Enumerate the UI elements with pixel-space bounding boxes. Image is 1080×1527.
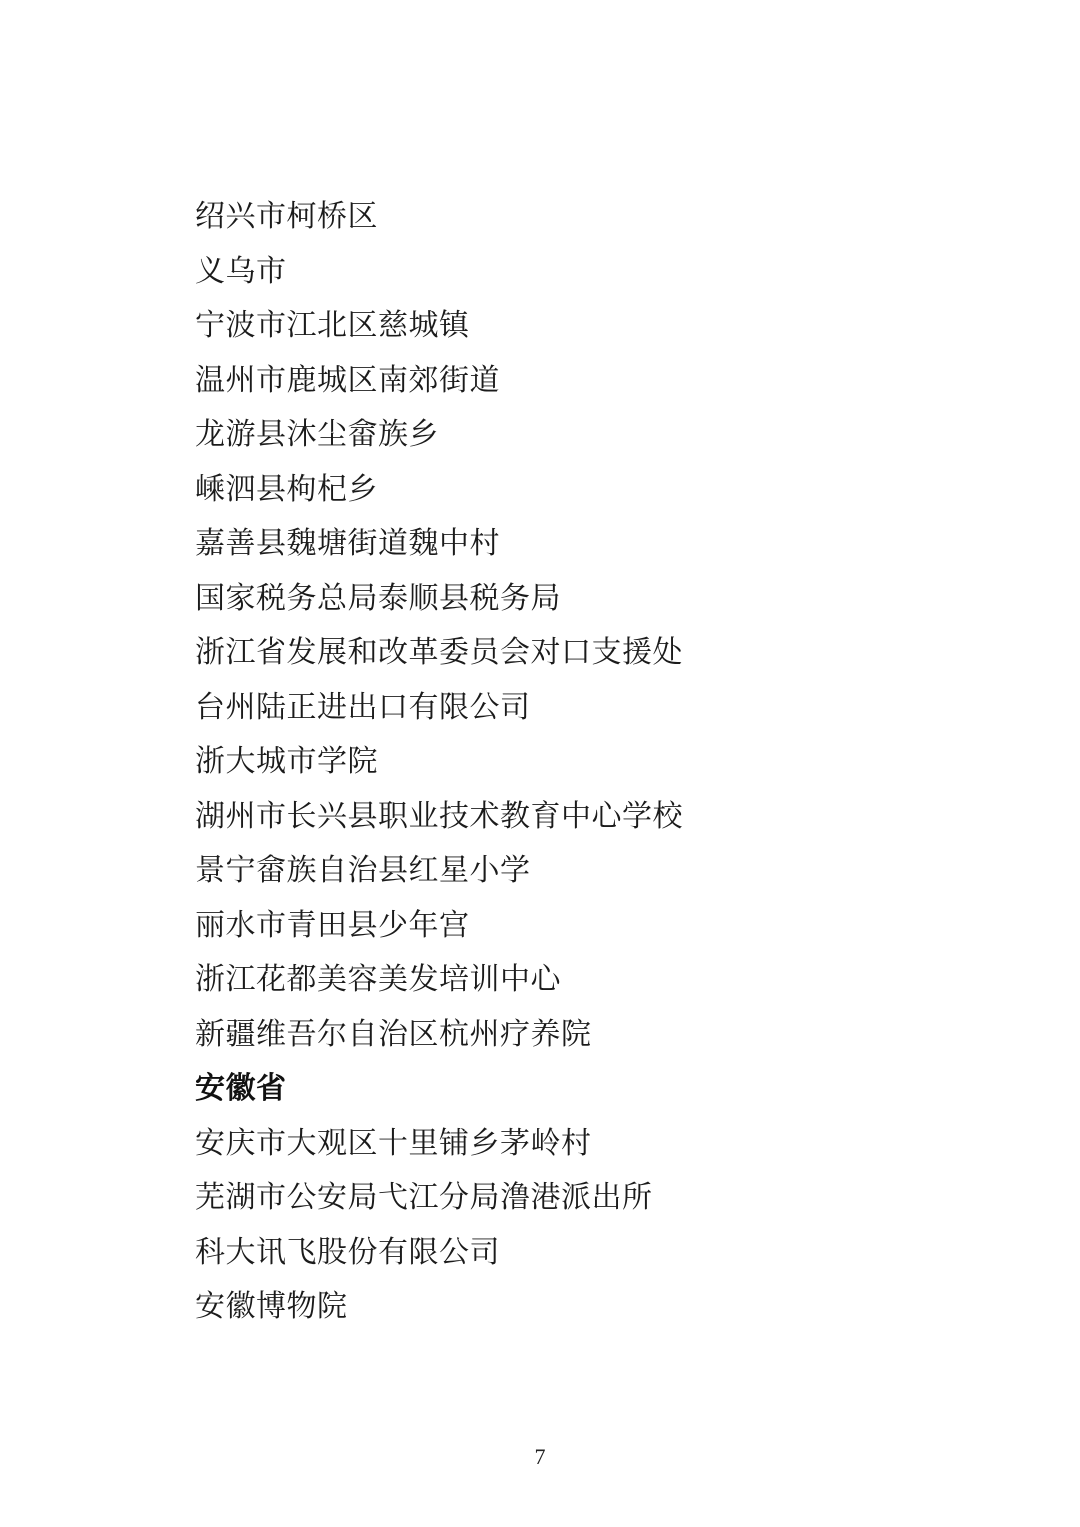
list-item: 芜湖市公安局弋江分局澛港派出所 (195, 1181, 653, 1214)
list-item: 台州陆正进出口有限公司 (195, 690, 531, 724)
list-item: 宁波市江北区慈城镇 (195, 309, 470, 342)
list-item: 安庆市大观区十里铺乡茅岭村 (195, 1126, 592, 1160)
list-item: 嵊泗县枸杞乡 (195, 472, 378, 506)
list-item: 嘉善县魏塘街道魏中村 (195, 527, 500, 560)
page-number: 7 (534, 1444, 546, 1469)
list-item: 浙江花都美容美发培训中心 (195, 963, 561, 996)
list-item: 丽水市青田县少年宫 (195, 908, 470, 942)
list-item: 科大讯飞股份有限公司 (195, 1235, 500, 1269)
list-item: 浙大城市学院 (195, 745, 378, 778)
list-item: 新疆维吾尔自治区杭州疗养院 (195, 1017, 592, 1051)
section-heading: 安徽省 (195, 1072, 287, 1105)
list-item: 景宁畲族自治县红星小学 (195, 854, 531, 887)
list-item: 安徽博物院 (195, 1290, 348, 1323)
document-body (195, 190, 930, 1335)
list-item: 温州市鹿城区南郊街道 (195, 363, 500, 397)
list-item: 绍兴市柯桥区 (195, 200, 378, 233)
list-item: 国家税务总局泰顺县税务局 (195, 581, 561, 615)
list-item: 湖州市长兴县职业技术教育中心学校 (195, 799, 683, 833)
list-item: 义乌市 (195, 254, 287, 288)
list-item: 浙江省发展和改革委员会对口支援处 (195, 636, 683, 669)
list-item: 龙游县沐尘畲族乡 (195, 418, 439, 451)
